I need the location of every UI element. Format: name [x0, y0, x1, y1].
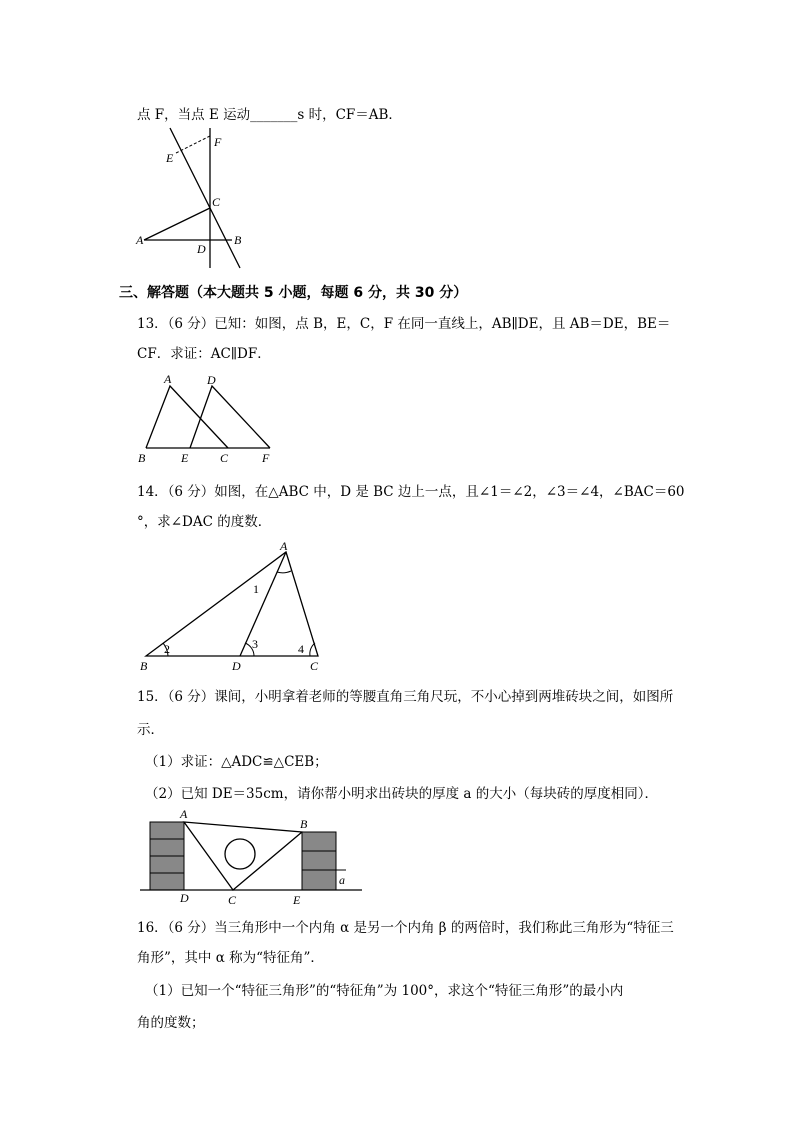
q15-label-a: A: [180, 807, 188, 821]
q12-tail-text: 点 F，当点 E 运动_______s 时，CF＝AB．: [137, 107, 402, 123]
q15-label-d: D: [180, 891, 189, 905]
q16-line2: 角形”，其中 α 称为“特征角”．: [137, 950, 324, 966]
q12-figure: [130, 122, 260, 272]
q13-line1: 13．（6 分）已知：如图，点 B，E，C，F 在同一直线上，AB∥DE，且 AB＝DE，BE＝: [137, 316, 671, 332]
q15-label-c: C: [228, 893, 237, 906]
q13-label-a: A: [164, 372, 172, 386]
q14-label-c: C: [310, 659, 319, 673]
q16-line1: 16．（6 分）当三角形中一个内角 α 是另一个内角 β 的两倍时，我们称此三角形为“特征三: [137, 920, 674, 936]
q12-label-d: D: [197, 242, 206, 256]
q12-label-e: E: [166, 151, 174, 165]
q14-label-3: 3: [252, 637, 258, 651]
q15-figure: [136, 806, 366, 906]
q15-line1: 15．（6 分）课间，小明拿着老师的等腰直角三角尺玩，不小心掉到两堆砖块之间，如图所: [137, 689, 674, 705]
q14-label-d: D: [232, 659, 241, 673]
q14-line2: °，求∠DAC 的度数．: [137, 514, 272, 530]
q15-label-b: B: [300, 817, 308, 831]
q14-line1: 14．（6 分）如图，在△ABC 中，D 是 BC 边上一点，且∠1＝∠2，∠3＝∠4，∠BAC＝60: [137, 484, 685, 500]
q14-figure: [130, 536, 330, 676]
q12-label-f: F: [214, 135, 222, 149]
q14-label-2: 2: [164, 642, 170, 656]
q14-label-b: B: [140, 659, 148, 673]
q15-line2: 示．: [137, 722, 164, 738]
q14-label-a: A: [280, 539, 288, 553]
q15-part1: （1）求证：△ADC≌△CEB；: [145, 754, 328, 770]
q16-part1-line1: （1）已知一个“特征三角形”的“特征角”为 100°，求这个“特征三角形”的最小内: [145, 983, 624, 999]
q12-label-c: C: [212, 195, 221, 209]
q13-label-e: E: [181, 451, 189, 465]
q13-line2: CF．求证：AC∥DF．: [137, 346, 271, 362]
q13-label-d: D: [207, 373, 216, 387]
q13-figure: [134, 370, 279, 465]
q15-label-thickness-a: a: [339, 873, 345, 887]
q12-label-b: B: [234, 233, 242, 247]
q13-label-f: F: [262, 451, 270, 465]
section3-title: 三、解答题（本大题共 5 小题，每题 6 分，共 30 分）: [119, 285, 468, 301]
q15-label-e: E: [293, 893, 301, 906]
q15-part2: （2）已知 DE＝35cm，请你帮小明求出砖块的厚度 a 的大小（每块砖的厚度相同）．: [145, 786, 658, 802]
q13-label-b: B: [138, 451, 146, 465]
q16-part1-line2: 角的度数；: [137, 1015, 205, 1031]
q14-label-4: 4: [298, 642, 304, 656]
q12-label-a: A: [136, 233, 144, 247]
q14-label-1: 1: [253, 582, 259, 596]
q13-label-c: C: [220, 451, 229, 465]
